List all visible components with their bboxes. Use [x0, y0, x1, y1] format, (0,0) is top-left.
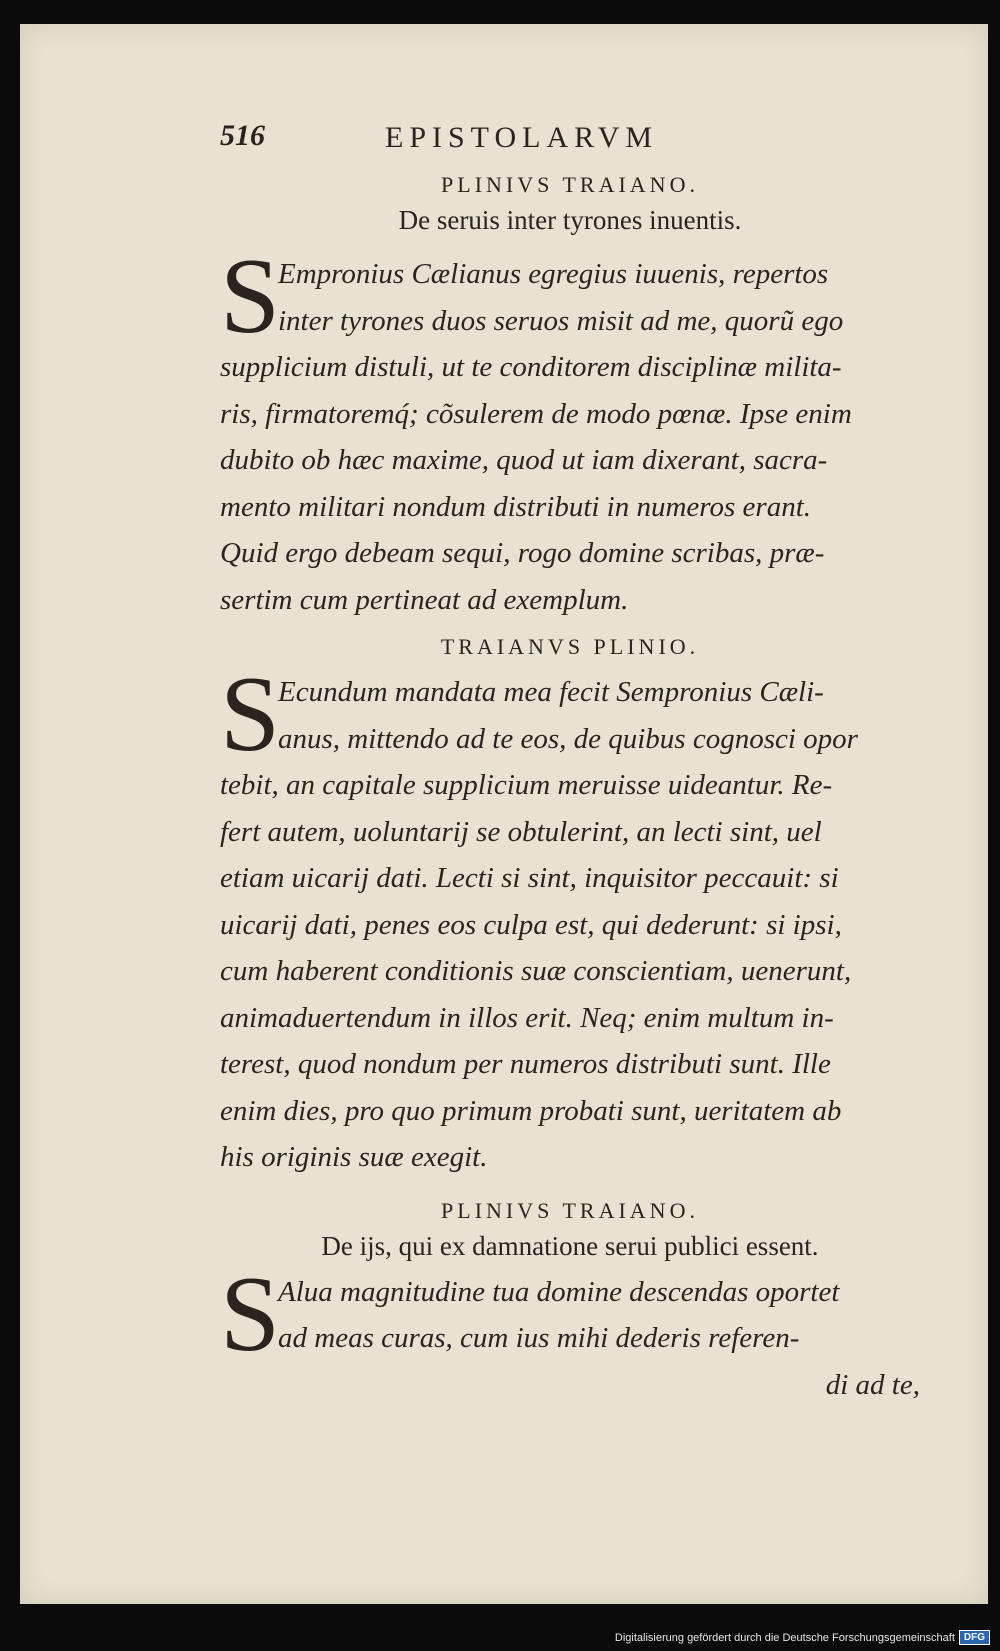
book-page — [20, 24, 988, 1604]
text-line: ris, firmatoremq́; cõsulerem de modo pœnæ. Ipse enim — [220, 397, 852, 430]
text-line: Quid ergo debeam sequi, rogo domine scribas, præ- — [220, 537, 825, 569]
text-line: enim dies, pro quo primum probati sunt, ueritatem ab — [220, 1094, 842, 1127]
letter-body — [220, 1254, 920, 1409]
running-head — [220, 119, 920, 159]
text-line: animaduertendum in illos erit. Neq; enim multum in- — [220, 1001, 834, 1034]
letter-subheading: De seruis inter tyrones inuentis. — [398, 205, 742, 235]
text-line: Empronius Cælianus egregius iuuenis, repertos — [278, 258, 829, 290]
text-line: his originis suæ exegit. — [220, 1141, 488, 1173]
letter-heading: PLINIVS TRAIANO. — [441, 1197, 699, 1223]
text-line: cum haberent conditionis suæ conscientiam, uenerunt, — [220, 955, 852, 987]
text-line: Alua magnitudine tua domine descendas oportet — [278, 1275, 840, 1308]
text-line: dubito ob hæc maxime, quod ut iam dixerant, sacra- — [220, 444, 828, 476]
dfg-logo: DFG — [959, 1630, 990, 1645]
text-line: supplicium distuli, ut te conditorem disciplinæ milita- — [220, 351, 842, 383]
catchword: di ad te, — [825, 1368, 920, 1401]
text-block — [220, 119, 920, 1408]
text-line: sertim cum pertineat ad exemplum. — [220, 583, 629, 616]
text-line: ad meas curas, cum ius mihi dederis referen- — [278, 1322, 800, 1354]
letter-body — [220, 655, 920, 1181]
drop-cap: S — [220, 237, 281, 356]
drop-cap: S — [220, 1254, 281, 1374]
letter-subheading: De ijs, qui ex damnatione serui publici essent. — [321, 1230, 819, 1261]
text-line: inter tyrones duos seruos misit ad me, quorũ ego — [278, 304, 844, 337]
letter-heading: PLINIVS TRAIANO. — [441, 172, 699, 197]
text-line: terest, quod nondum per numeros distributi sunt. Ille — [220, 1048, 831, 1080]
text-line: anus, mittendo ad te eos, de quibus cognosci opor — [278, 722, 858, 755]
running-title: EPISTOLARVM — [385, 121, 659, 154]
text-line: fert autem, uoluntarij se obtulerint, an lecti sint, uel — [220, 815, 822, 848]
footer-credit: Digitalisierung gefördert durch die Deutsche Forschungsgemeinschaft — [614, 1631, 955, 1644]
text-line: tebit, an capitale supplicium meruisse uideantur. Re- — [220, 769, 833, 801]
drop-cap: S — [220, 655, 281, 774]
digitization-footer — [615, 1630, 990, 1645]
letter-heading: TRAIANVS PLINIO. — [440, 634, 700, 659]
page-number: 516 — [220, 119, 265, 152]
letter-body — [220, 237, 920, 623]
text-line: etiam uicarij dati. Lecti si sint, inquisitor peccauit: si — [220, 862, 839, 894]
text-line: Ecundum mandata mea fecit Sempronius Cæli- — [278, 676, 824, 708]
text-line: uicarij dati, penes eos culpa est, qui dederunt: si ipsi, — [220, 908, 842, 941]
text-line: mento militari nondum distributi in numeros erant. — [220, 490, 812, 523]
